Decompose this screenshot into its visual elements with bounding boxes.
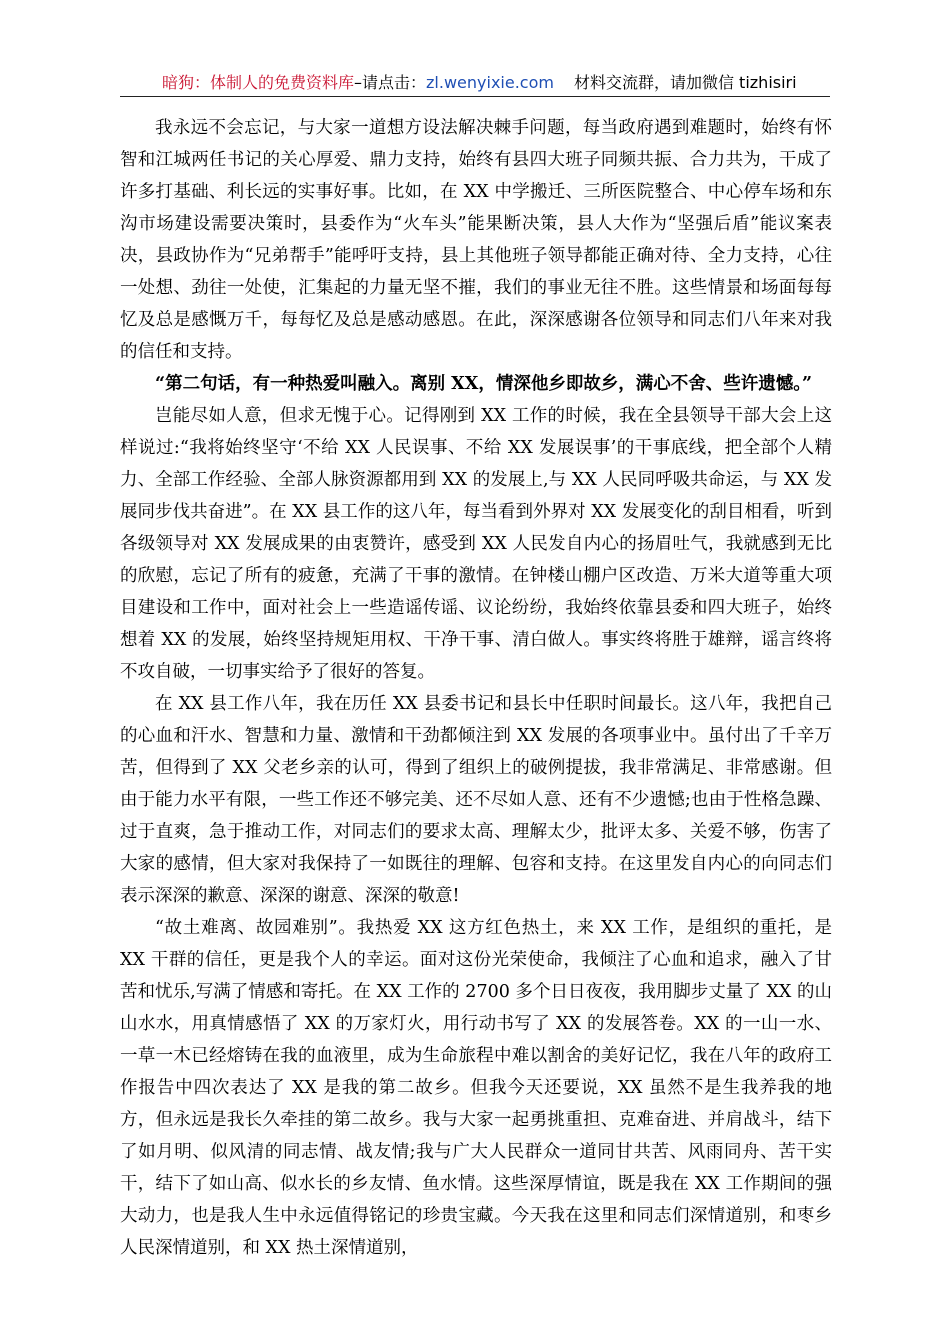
paragraph-3: 在 XX 县工作八年，我在历任 XX 县委书记和县长中任职时间最长。这八年，我把自己的心血和汗水、智慧和力量、激情和干劲都倾注到 XX 发展的各项事业中。虽付出了千辛万苦，但得到了 XX 父老乡亲的认可，得到了组织上的破例提拔，我非常满足、非常感谢。但由于能力水平有限，一些工作还不够完美、还不尽如人意、还有不少遗憾;也由于性格急躁、过于直爽，急于推动工作，对同志们的要求太高、理解太少，批评太多、关爱不够，伤害了大家的感情，但大家对我保持了一如既往的理解、包容和支持。在这里发自内心的向同志们表示深深的歉意、深深的谢意、深深的敬意! <box>120 694 832 906</box>
paragraph-2: 岂能尽如人意，但求无愧于心。记得刚到 XX 工作的时候，我在全县领导干部大会上这样说过:“我将始终坚守‘不给 XX 人民误事、不给 XX 发展误事’的干事底线，把全部个人精力、全部工作经验、全部人脉资源都用到 XX 的发展上,与 XX 人民同呼吸共命运，与 XX 发展同步伐共奋进”。在 XX 县工作的这八年，每当看到外界对 XX 发展变化的刮目相看，听到各级领导对 XX 发展成果的由衷赞许，感受到 XX 人民发自内心的扬眉吐气，我就感到无比的欣慰，忘记了所有的疲惫，充满了干事的激情。在钟楼山棚户区改造、万米大道等重大项目建设和工作中，面对社会上一些造谣传谣、议论纷纷，我始终依靠县委和四大班子，始终想着 XX 的发展，始终坚持规矩用权、干净干事、清白做人。事实终将胜于雄辩，谣言终将不攻自破，一切事实给予了很好的答复。 <box>120 406 832 682</box>
paragraph-1: 我永远不会忘记，与大家一道想方设法解决棘手问题，每当政府遇到难题时，始终有怀智和江城两任书记的关心厚爱、鼎力支持，始终有县四大班子同频共振、合力共为，干成了许多打基础、利长远的实事好事。比如，在 XX 中学搬迁、三所医院整合、中心停车场和东沟市场建设需要决策时，县委作为“火车头”能果断决策，县人大作为“坚强后盾”能议案表决，县政协作为“兄弟帮手”能呼吁支持，县上其他班子领导都能正确对待、全力支持，心往一处想、劲往一处使，汇集起的力量无坚不摧，我们的事业无往不胜。这些情景和场面每每忆及总是感慨万千，每每忆及总是感动感恩。在此，深深感谢各位领导和同志们八年来对我的信任和支持。 <box>120 118 832 362</box>
paragraph-4: “故土难离、故园难别”。我热爱 XX 这方红色热土，来 XX 工作，是组织的重托，是 XX 干群的信任，更是我个人的幸运。面对这份光荣使命，我倾注了心血和追求，融入了甘苦和忧乐,写满了情感和寄托。在 XX 工作的 2700 多个日日夜夜，我用脚步丈量了 XX 的山山水水，用真情感悟了 XX 的万家灯火，用行动书写了 XX 的发展答卷。XX 的一山一水、一草一木已经熔铸在我的血液里，成为生命旅程中难以割舍的美好记忆，我在八年的政府工作报告中四次表达了 XX 是我的第二故乡。但我今天还要说，XX 虽然不是生我养我的地方，但永远是我长久牵挂的第二故乡。我与大家一起勇挑重担、克难奋进、并肩战斗，结下了如月明、似风清的同志情、战友情;我与广大人民群众一道同甘共苦、风雨同舟、苦干实干，结下了如山高、似水长的乡友情、鱼水情。这些深厚情谊，既是我在 XX 工作期间的强大动力，也是我人生中永远值得铭记的珍贵宝藏。今天我在这里和同志们深情道别，和枣乡人民深情道别，和 XX 热土深情道别， <box>120 918 832 1258</box>
header-click-label: –请点击： <box>354 73 427 92</box>
page-header <box>120 68 830 97</box>
section-heading-second: “第二句话，有一种热爱叫融入。离别 XX，情深他乡即故乡，满心不舍、些许遗憾。” <box>155 374 813 394</box>
header-contact: 材料交流群，请加微信 tizhisiri <box>573 73 797 92</box>
document-body <box>120 112 832 1264</box>
header-line <box>162 70 797 93</box>
header-site-label: 暗狗：体制人的免费资料库 <box>162 73 355 92</box>
header-url-link[interactable]: zl.wenyixie.com <box>426 73 554 92</box>
